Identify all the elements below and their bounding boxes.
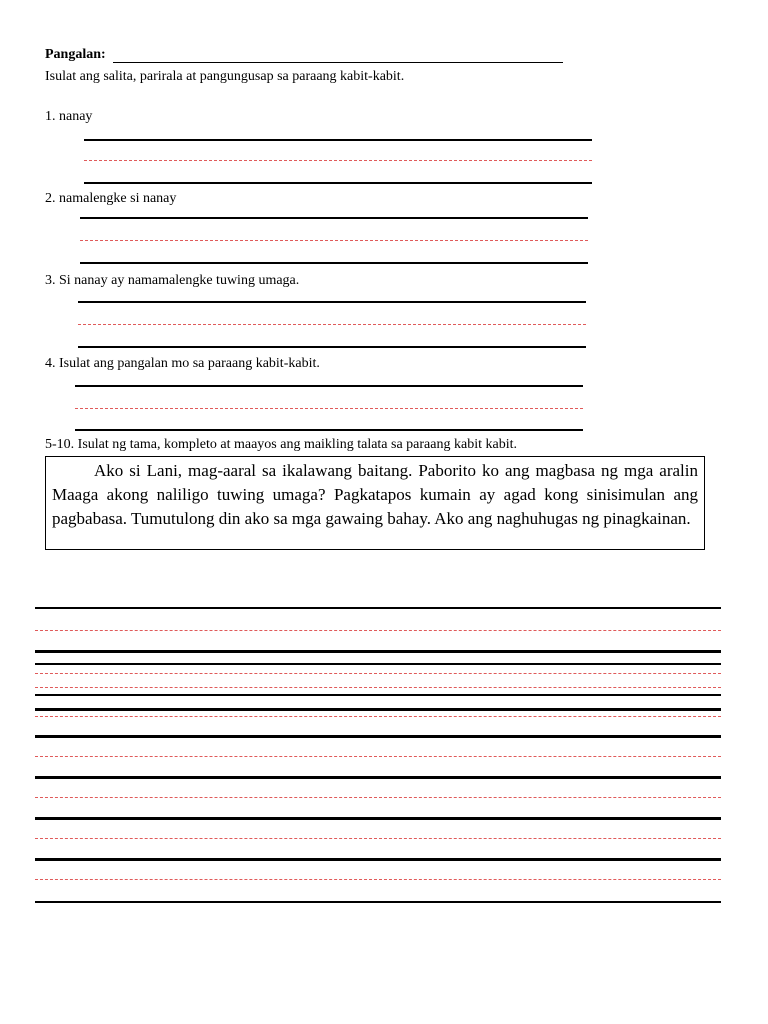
practice-dashed-line <box>35 687 721 688</box>
item-4-top-line <box>75 385 583 387</box>
item-1-mid-line <box>84 160 592 161</box>
practice-solid-line <box>35 817 721 820</box>
practice-dashed-line <box>35 797 721 798</box>
practice-solid-line <box>35 708 721 711</box>
item-5-10-label: 5-10. Isulat ng tama, kompleto at maayos ang maikling talata sa paraang kabit kabit. <box>45 437 517 452</box>
item-3-mid-line <box>78 324 586 325</box>
practice-solid-line <box>35 776 721 779</box>
name-row <box>45 47 565 67</box>
practice-solid-line <box>35 607 721 609</box>
item-3-base-line[interactable] <box>78 346 586 348</box>
name-line[interactable] <box>113 62 563 63</box>
practice-dashed-line <box>35 716 721 717</box>
item-3-top-line <box>78 301 586 303</box>
item-4-mid-line <box>75 408 583 409</box>
item-2-base-line[interactable] <box>80 262 588 264</box>
item-1-label: 1. nanay <box>45 109 93 124</box>
practice-dashed-line <box>35 630 721 631</box>
instruction-text: Isulat ang salita, parirala at pangungusap sa paraang kabit-kabit. <box>45 69 405 84</box>
item-2-label: 2. namalengke si nanay <box>45 191 177 206</box>
practice-solid-line <box>35 901 721 903</box>
item-2-mid-line <box>80 240 588 241</box>
practice-dashed-line <box>35 879 721 880</box>
practice-solid-line <box>35 663 721 665</box>
paragraph-text: Ako si Lani, mag-aaral sa ikalawang baitang. Paborito ko ang magbasa ng mga aralin Maaga akong naliligo tuwing umaga? Pagkatapos kumain ay agad kong sinisimulan ang pagbabasa. Tumutulong din ako sa mga gawaing bahay. Ako ang naghuhugas ng pinagkainan. <box>52 461 698 528</box>
practice-dashed-line <box>35 756 721 757</box>
item-2-top-line <box>80 217 588 219</box>
item-4-base-line[interactable] <box>75 429 583 431</box>
item-1-top-line <box>84 139 592 141</box>
practice-dashed-line <box>35 838 721 839</box>
practice-solid-line <box>35 735 721 738</box>
paragraph-box <box>45 456 705 550</box>
practice-dashed-line <box>35 673 721 674</box>
name-label: Pangalan: <box>45 47 106 62</box>
practice-solid-line <box>35 694 721 696</box>
practice-solid-line <box>35 650 721 653</box>
item-1-base-line[interactable] <box>84 182 592 184</box>
item-4-label: 4. Isulat ang pangalan mo sa paraang kabit-kabit. <box>45 356 320 371</box>
practice-solid-line <box>35 858 721 861</box>
item-3-label: 3. Si nanay ay namamalengke tuwing umaga. <box>45 273 300 288</box>
